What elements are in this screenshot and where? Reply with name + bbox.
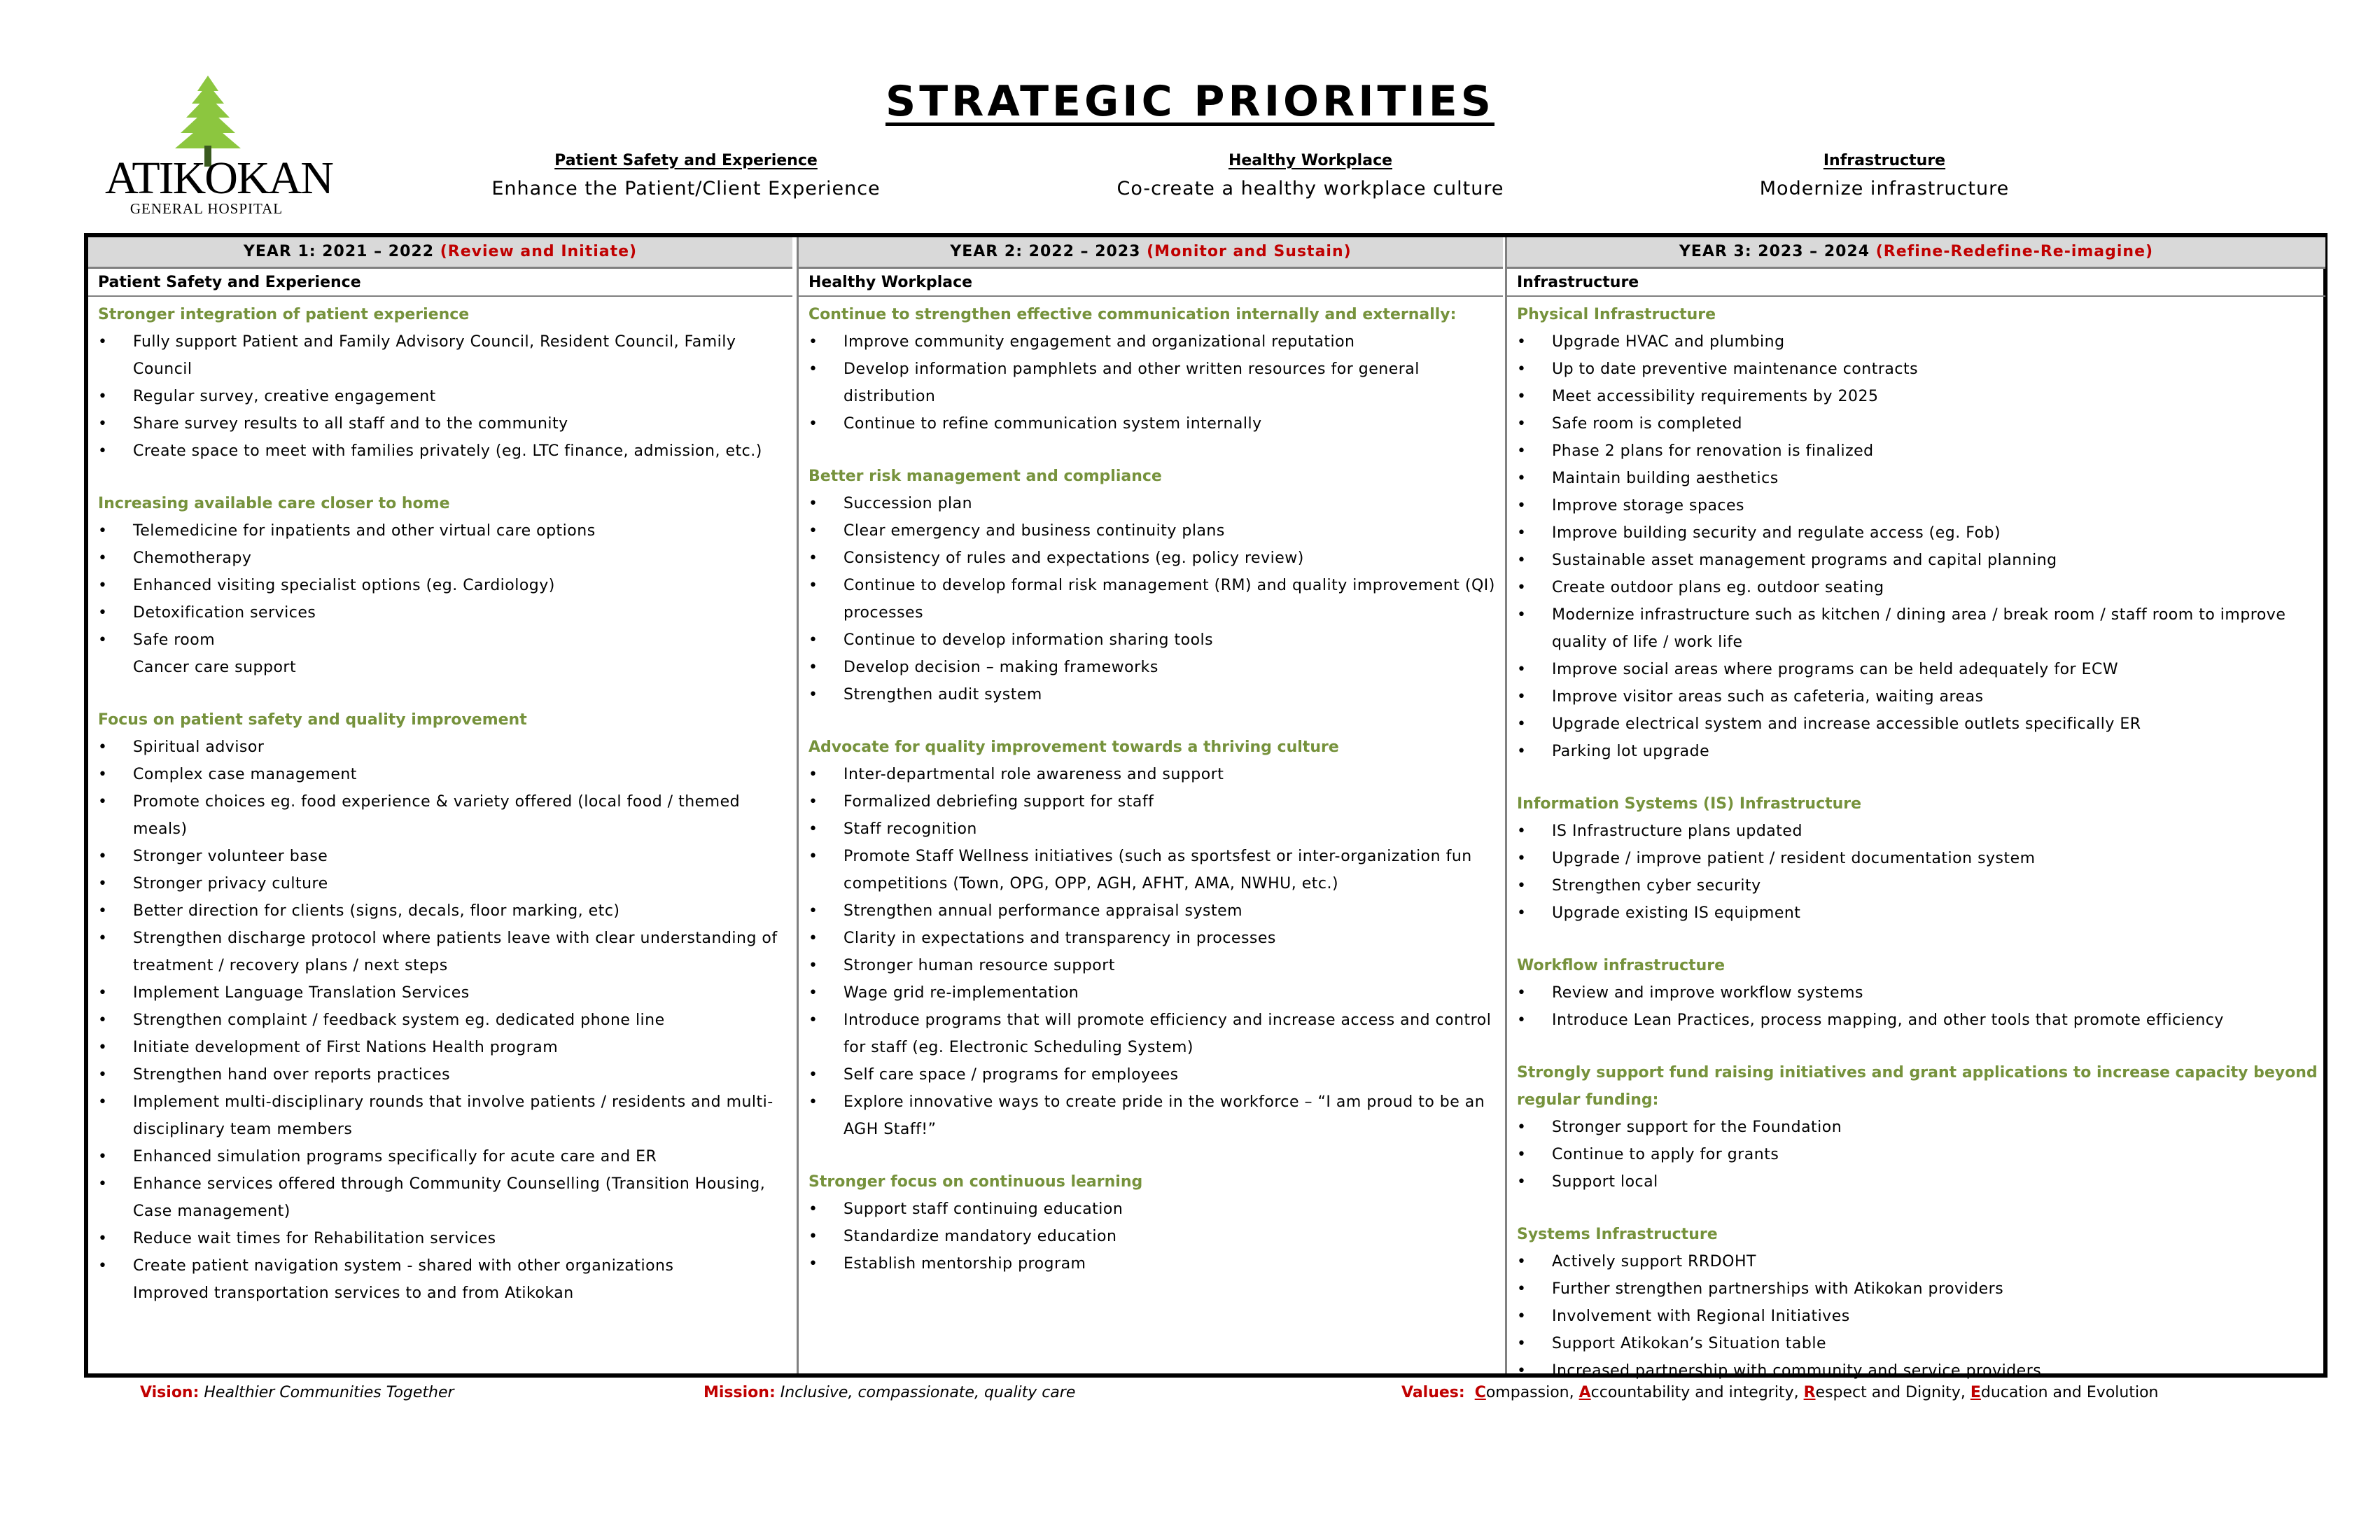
pillar-subtitle: Co-create a healthy workplace culture xyxy=(1116,178,1504,200)
list-item: • Reduce wait times for Rehabilitation services xyxy=(98,1225,785,1252)
list-item: • Staff recognition xyxy=(808,816,1496,843)
list-item: • Enhanced simulation programs specifically for acute care and ER xyxy=(98,1143,785,1170)
section-list xyxy=(1517,1248,2318,1385)
column-body xyxy=(88,297,792,1307)
section-title: Strongly support fund raising initiatives and grant applications to increase capacity beyond regular funding: xyxy=(1517,1064,2318,1109)
column-body xyxy=(799,297,1503,1278)
list-item: • Stronger volunteer base xyxy=(98,843,785,870)
list-item: • Modernize infrastructure such as kitchen / dining area / break room / staff room to improve quality of life / work life xyxy=(1517,601,2318,656)
section-list xyxy=(1517,979,2318,1034)
list-item: • Sustainable asset management programs and capital planning xyxy=(1517,547,2318,574)
list-item: • Promote Staff Wellness initiatives (such as sportsfest or inter-organization fun competitions (Town, OPG, OPP, AGH, AFHT, AMA, NWHU, etc.) xyxy=(808,843,1496,897)
list-item: • Implement multi-disciplinary rounds that involve patients / residents and multi-disciplinary team members xyxy=(98,1088,785,1143)
section-title: Physical Infrastructure xyxy=(1517,306,1716,323)
section-title: Stronger integration of patient experience xyxy=(98,306,470,323)
list-item: • Telemedicine for inpatients and other virtual care options xyxy=(98,517,785,545)
list-item: • Enhance services offered through Community Counselling (Transition Housing, Case management) xyxy=(98,1170,785,1225)
list-item: • Self care space / programs for employees xyxy=(808,1061,1496,1088)
pillar-subtitle: Enhance the Patient/Client Experience xyxy=(491,178,881,200)
year-1-column xyxy=(88,237,792,1373)
value-item: Accountability and integrity, xyxy=(1578,1384,1804,1401)
list-item: • Create outdoor plans eg. outdoor seating xyxy=(1517,574,2318,601)
column-heading: Healthy Workplace xyxy=(799,269,1503,297)
pillar-title: Healthy Workplace xyxy=(1228,152,1393,169)
list-item: • Introduce Lean Practices, process mapping, and other tools that promote efficiency xyxy=(1517,1007,2318,1034)
list-item: • Standardize mandatory education xyxy=(808,1223,1496,1250)
list-item: • Actively support RRDOHT xyxy=(1517,1248,2318,1275)
pillar-subtitle: Modernize infrastructure xyxy=(1759,178,2010,200)
list-item: • Complex case management xyxy=(98,761,785,788)
list-item: • Safe room is completed xyxy=(1517,410,2318,438)
list-item: • Strengthen discharge protocol where patients leave with clear understanding of treatment / recovery plans / next steps xyxy=(98,925,785,979)
list-item: • Detoxification services xyxy=(98,599,785,626)
list-item: • Wage grid re-implementation xyxy=(808,979,1496,1007)
list-item: • Improve storage spaces xyxy=(1517,492,2318,519)
list-item: • Parking lot upgrade xyxy=(1517,738,2318,765)
mission-text: Inclusive, compassionate, quality care xyxy=(780,1384,1076,1401)
section-list xyxy=(1517,818,2318,927)
list-item: • Upgrade existing IS equipment xyxy=(1517,899,2318,927)
list-item: • Share survey results to all staff and to the community xyxy=(98,410,785,438)
column-header xyxy=(799,237,1503,269)
list-item: • Chemotherapy xyxy=(98,545,785,572)
list-item: • Clarity in expectations and transparency in processes xyxy=(808,925,1496,952)
section-list xyxy=(98,517,785,681)
vision-label: Vision: xyxy=(140,1384,200,1401)
list-item: • Initiate development of First Nations Health program xyxy=(98,1034,785,1061)
list-item: • Strengthen annual performance appraisal system xyxy=(808,897,1496,925)
list-item: • Strengthen complaint / feedback system eg. dedicated phone line xyxy=(98,1007,785,1034)
list-item: • Further strengthen partnerships with Atikokan providers xyxy=(1517,1275,2318,1303)
column-body xyxy=(1507,297,2325,1385)
logo-subtitle: GENERAL HOSPITAL xyxy=(130,200,284,217)
list-item: • Meet accessibility requirements by 2025 xyxy=(1517,383,2318,410)
list-item: • Increased partnership with community and service providers xyxy=(1517,1357,2318,1385)
list-item: • Stronger privacy culture xyxy=(98,870,785,897)
section-title: Systems Infrastructure xyxy=(1517,1226,1718,1243)
values-statement xyxy=(1401,1380,2158,1406)
section-list xyxy=(808,328,1496,438)
list-item: • IS Infrastructure plans updated xyxy=(1517,818,2318,845)
list-item: Cancer care support xyxy=(133,659,297,676)
list-item: • Consistency of rules and expectations (eg. policy review) xyxy=(808,545,1496,572)
section-list xyxy=(808,490,1496,708)
column-header xyxy=(88,237,792,269)
year-label: YEAR 3: 2023 – 2024 xyxy=(1679,243,1870,260)
list-item: • Review and improve workflow systems xyxy=(1517,979,2318,1007)
list-item: • Strengthen cyber security xyxy=(1517,872,2318,899)
mission-statement xyxy=(704,1380,1075,1406)
hospital-logo xyxy=(105,76,332,217)
list-item: • Phase 2 plans for renovation is finalized xyxy=(1517,438,2318,465)
section-list xyxy=(98,734,785,1307)
value-item: Education and Evolution xyxy=(1970,1384,2159,1401)
list-item: • Enhanced visiting specialist options (eg. Cardiology) xyxy=(98,572,785,599)
list-item: • Formalized debriefing support for staff xyxy=(808,788,1496,816)
list-item: • Maintain building aesthetics xyxy=(1517,465,2318,492)
year-label: YEAR 1: 2021 – 2022 xyxy=(243,243,435,260)
list-item: • Support Atikokan’s Situation table xyxy=(1517,1330,2318,1357)
list-item: • Establish mentorship program xyxy=(808,1250,1496,1278)
list-item: • Improve building security and regulate access (eg. Fob) xyxy=(1517,519,2318,547)
section-title: Workflow infrastructure xyxy=(1517,957,1726,974)
section-title: Increasing available care closer to home xyxy=(98,495,450,512)
year-3-column xyxy=(1505,237,2325,1380)
list-item: • Support staff continuing education xyxy=(808,1196,1496,1223)
column-heading: Patient Safety and Experience xyxy=(88,269,792,297)
section-title: Continue to strengthen effective communication internally and externally: xyxy=(808,306,1457,323)
pillar-title: Patient Safety and Experience xyxy=(554,152,818,169)
list-item: • Continue to refine communication system internally xyxy=(808,410,1496,438)
section-title: Information Systems (IS) Infrastructure xyxy=(1517,795,1862,813)
list-item: • Up to date preventive maintenance contracts xyxy=(1517,356,2318,383)
vision-text: Healthier Communities Together xyxy=(204,1384,454,1401)
list-item: • Safe room xyxy=(98,626,785,654)
mission-label: Mission: xyxy=(704,1384,776,1401)
list-item: • Explore innovative ways to create pride in the workforce – “I am proud to be an AGH Staff!” xyxy=(808,1088,1496,1143)
pillar-infrastructure xyxy=(1618,147,2150,203)
year-label: YEAR 2: 2022 – 2023 xyxy=(950,243,1141,260)
value-item: Respect and Dignity, xyxy=(1803,1384,1970,1401)
section-title: Better risk management and compliance xyxy=(808,468,1162,485)
list-item: • Improve social areas where programs can be held adequately for ECW xyxy=(1517,656,2318,683)
list-item: • Develop decision – making frameworks xyxy=(808,654,1496,681)
list-item: • Upgrade / improve patient / resident documentation system xyxy=(1517,845,2318,872)
pillar-title: Infrastructure xyxy=(1823,152,1946,169)
list-item: • Upgrade HVAC and plumbing xyxy=(1517,328,2318,356)
list-item: • Implement Language Translation Services xyxy=(98,979,785,1007)
section-list xyxy=(1517,328,2318,765)
list-item: • Improve visitor areas such as cafeteria, waiting areas xyxy=(1517,683,2318,710)
list-item: • Create space to meet with families privately (eg. LTC finance, admission, etc.) xyxy=(98,438,785,465)
logo-name: ATIKOKAN xyxy=(105,153,332,204)
list-item: • Support local xyxy=(1517,1168,2318,1196)
list-item: • Continue to apply for grants xyxy=(1517,1141,2318,1168)
page-title: STRATEGIC PRIORITIES xyxy=(885,77,1494,126)
list-item: • Stronger support for the Foundation xyxy=(1517,1114,2318,1141)
list-item: • Clear emergency and business continuity plans xyxy=(808,517,1496,545)
column-heading: Infrastructure xyxy=(1507,269,2325,297)
section-list xyxy=(98,328,785,465)
list-item: • Regular survey, creative engagement xyxy=(98,383,785,410)
list-item: • Better direction for clients (signs, decals, floor marking, etc) xyxy=(98,897,785,925)
list-item: • Introduce programs that will promote efficiency and increase access and control for staff (eg. Electronic Scheduling System) xyxy=(808,1007,1496,1061)
section-list xyxy=(808,1196,1496,1278)
section-list xyxy=(1517,1114,2318,1196)
vision-statement xyxy=(140,1380,454,1406)
list-item: • Stronger human resource support xyxy=(808,952,1496,979)
section-list xyxy=(808,761,1496,1143)
list-item: • Develop information pamphlets and other written resources for general distribution xyxy=(808,356,1496,410)
phase-label: (Refine-Redefine-Re-imagine) xyxy=(1875,243,2154,260)
list-item: • Fully support Patient and Family Advisory Council, Resident Council, Family Council xyxy=(98,328,785,383)
phase-label: (Review and Initiate) xyxy=(440,243,638,260)
list-item: • Upgrade electrical system and increase accessible outlets specifically ER xyxy=(1517,710,2318,738)
list-item: • Strengthen hand over reports practices xyxy=(98,1061,785,1088)
section-title: Stronger focus on continuous learning xyxy=(808,1173,1143,1191)
list-item: • Inter-departmental role awareness and support xyxy=(808,761,1496,788)
list-item: • Continue to develop formal risk management (RM) and quality improvement (QI) processes xyxy=(808,572,1496,626)
list-item: Improved transportation services to and from Atikokan xyxy=(133,1284,574,1302)
column-header xyxy=(1507,237,2325,269)
priorities-table xyxy=(84,233,2328,1378)
pillar-patient-safety xyxy=(420,147,952,203)
list-item: • Improve community engagement and organizational reputation xyxy=(808,328,1496,356)
list-item: • Create patient navigation system - shared with other organizations xyxy=(98,1252,785,1280)
list-item: • Strengthen audit system xyxy=(808,681,1496,708)
value-item: Compassion, xyxy=(1474,1384,1579,1401)
phase-label: (Monitor and Sustain) xyxy=(1147,243,1352,260)
year-2-column xyxy=(797,237,1503,1373)
list-item: • Succession plan xyxy=(808,490,1496,517)
values-label: Values: xyxy=(1401,1384,1465,1401)
list-item: • Spiritual advisor xyxy=(98,734,785,761)
section-title: Advocate for quality improvement towards a thriving culture xyxy=(808,738,1339,756)
list-item: • Promote choices eg. food experience & variety offered (local food / themed meals) xyxy=(98,788,785,843)
section-title: Focus on patient safety and quality improvement xyxy=(98,711,527,729)
pillar-healthy-workplace xyxy=(1044,147,1576,203)
list-item: • Involvement with Regional Initiatives xyxy=(1517,1303,2318,1330)
list-item: • Continue to develop information sharing tools xyxy=(808,626,1496,654)
